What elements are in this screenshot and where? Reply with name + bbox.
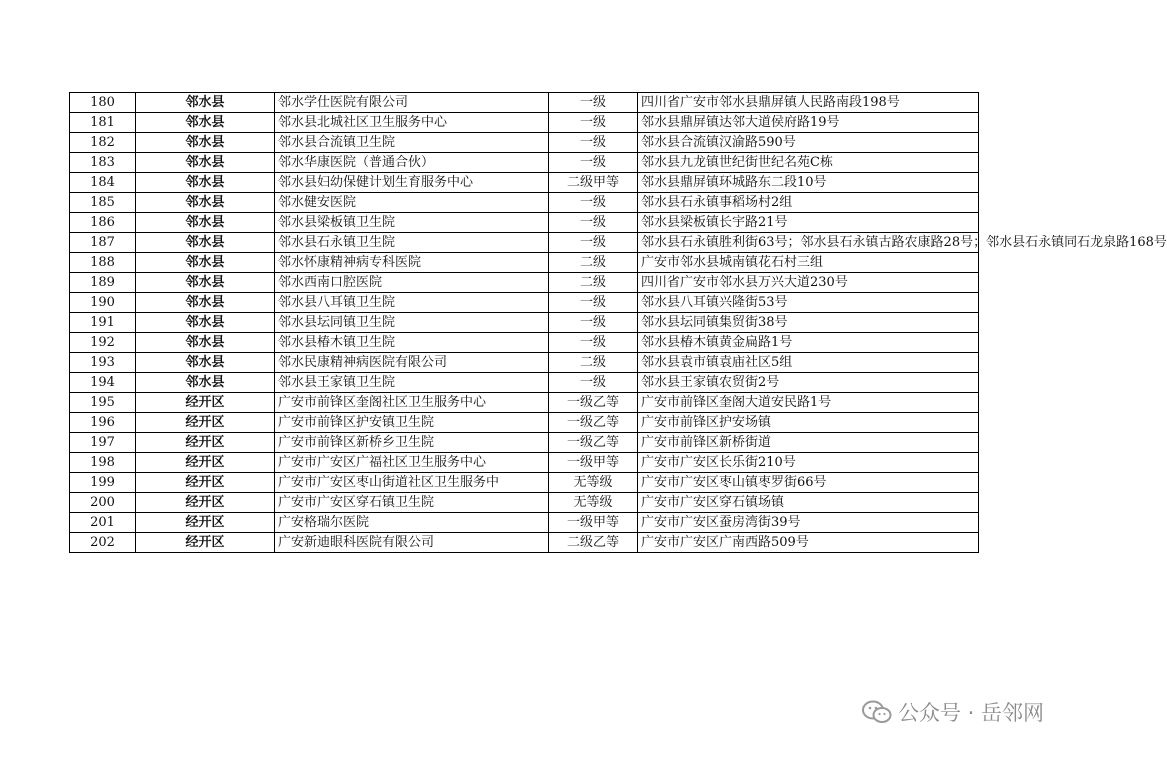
county-cell: 邻水县	[136, 273, 275, 293]
address-cell: 邻水县袁市镇袁庙社区5组	[638, 353, 979, 373]
table-row	[70, 93, 979, 113]
table-row	[70, 513, 979, 533]
row-number: 198	[70, 453, 136, 473]
county-cell: 邻水县	[136, 233, 275, 253]
county-cell: 经开区	[136, 413, 275, 433]
address-cell: 广安市邻水县城南镇花石村三组	[638, 253, 979, 273]
grade-level-cell: 一级乙等	[549, 413, 638, 433]
county-cell: 邻水县	[136, 113, 275, 133]
row-number: 193	[70, 353, 136, 373]
address-cell: 广安市广安区长乐街210号	[638, 453, 979, 473]
county-cell: 经开区	[136, 473, 275, 493]
table-row	[70, 153, 979, 173]
table-row	[70, 313, 979, 333]
table-row	[70, 173, 979, 193]
county-cell: 邻水县	[136, 193, 275, 213]
address-cell: 广安市前锋区奎阁大道安民路1号	[638, 393, 979, 413]
county-cell: 经开区	[136, 393, 275, 413]
row-number: 182	[70, 133, 136, 153]
county-cell: 邻水县	[136, 93, 275, 113]
row-number: 180	[70, 93, 136, 113]
county-cell: 经开区	[136, 493, 275, 513]
grade-level-cell: 二级	[549, 353, 638, 373]
grade-level-cell: 一级	[549, 93, 638, 113]
table-row	[70, 293, 979, 313]
row-number: 192	[70, 333, 136, 353]
row-number: 190	[70, 293, 136, 313]
institution-name-cell: 广安市广安区穿石镇卫生院	[275, 493, 549, 513]
table-row	[70, 373, 979, 393]
row-number: 200	[70, 493, 136, 513]
grade-level-cell: 二级甲等	[549, 173, 638, 193]
grade-level-cell: 二级	[549, 253, 638, 273]
county-cell: 经开区	[136, 533, 275, 553]
grade-level-cell: 一级	[549, 113, 638, 133]
institution-name-cell: 广安新迪眼科医院有限公司	[275, 533, 549, 553]
row-number: 187	[70, 233, 136, 253]
grade-level-cell: 一级	[549, 373, 638, 393]
table-row	[70, 353, 979, 373]
row-number: 196	[70, 413, 136, 433]
grade-level-cell: 一级	[549, 293, 638, 313]
grade-level-cell: 无等级	[549, 473, 638, 493]
row-number: 194	[70, 373, 136, 393]
watermark	[862, 697, 1044, 727]
institution-name-cell: 邻水县坛同镇卫生院	[275, 313, 549, 333]
grade-level-cell: 一级	[549, 333, 638, 353]
table-row	[70, 493, 979, 513]
table-body	[70, 93, 1167, 553]
address-cell: 四川省广安市邻水县万兴大道230号	[638, 273, 979, 293]
address-cell: 邻水县石永镇事稻场村2组	[638, 193, 979, 213]
grade-level-cell: 一级	[549, 213, 638, 233]
address-cell: 广安市广安区枣山镇枣罗街66号	[638, 473, 979, 493]
row-number: 181	[70, 113, 136, 133]
institution-name-cell: 邻水县妇幼保健计划生育服务中心	[275, 173, 549, 193]
grade-level-cell: 一级	[549, 193, 638, 213]
county-cell: 邻水县	[136, 133, 275, 153]
row-number: 197	[70, 433, 136, 453]
institution-name-cell: 邻水县北城社区卫生服务中心	[275, 113, 549, 133]
institution-name-cell: 广安市前锋区新桥乡卫生院	[275, 433, 549, 453]
address-cell: 邻水县鼎屏镇达邻大道侯府路19号	[638, 113, 979, 133]
address-cell: 邻水县椿木镇黄金扁路1号	[638, 333, 979, 353]
institution-name-cell: 邻水县八耳镇卫生院	[275, 293, 549, 313]
institution-name-cell: 广安市前锋区奎阁社区卫生服务中心	[275, 393, 549, 413]
address-cell: 四川省广安市邻水县鼎屏镇人民路南段198号	[638, 93, 979, 113]
institution-name-cell: 广安格瑞尔医院	[275, 513, 549, 533]
row-number: 191	[70, 313, 136, 333]
table-row	[70, 213, 979, 233]
county-cell: 经开区	[136, 453, 275, 473]
row-number: 188	[70, 253, 136, 273]
grade-level-cell: 二级乙等	[549, 533, 638, 553]
institution-name-cell: 邻水西南口腔医院	[275, 273, 549, 293]
county-cell: 邻水县	[136, 373, 275, 393]
county-cell: 邻水县	[136, 153, 275, 173]
address-cell: 广安市广安区蚕房湾街39号	[638, 513, 979, 533]
row-number: 183	[70, 153, 136, 173]
hospital-table	[69, 92, 1167, 553]
address-cell: 广安市前锋区新桥街道	[638, 433, 979, 453]
grade-level-cell: 一级	[549, 233, 638, 253]
address-cell: 邻水县鼎屏镇环城路东二段10号	[638, 173, 979, 193]
row-number: 189	[70, 273, 136, 293]
address-cell: 广安市广安区广南西路509号	[638, 533, 979, 553]
table-row	[70, 393, 979, 413]
grade-level-cell: 一级乙等	[549, 433, 638, 453]
institution-name-cell: 邻水县梁板镇卫生院	[275, 213, 549, 233]
row-number: 202	[70, 533, 136, 553]
row-number: 199	[70, 473, 136, 493]
institution-name-cell: 邻水民康精神病医院有限公司	[275, 353, 549, 373]
address-cell: 广安市前锋区护安场镇	[638, 413, 979, 433]
row-number: 195	[70, 393, 136, 413]
county-cell: 邻水县	[136, 253, 275, 273]
county-cell: 经开区	[136, 433, 275, 453]
grade-level-cell: 二级	[549, 273, 638, 293]
wechat-icon	[862, 699, 892, 725]
institution-name-cell: 广安市广安区广福社区卫生服务中心	[275, 453, 549, 473]
row-number: 184	[70, 173, 136, 193]
institution-name-cell: 广安市广安区枣山街道社区卫生服务中	[275, 473, 549, 493]
institution-name-cell: 邻水县王家镇卫生院	[275, 373, 549, 393]
address-cell: 邻水县梁板镇长宇路21号	[638, 213, 979, 233]
grade-level-cell: 一级甲等	[549, 453, 638, 473]
address-cell: 邻水县石永镇胜利街63号；邻水县石永镇古路农康路28号；邻水县石永镇同石龙泉路168号	[638, 233, 979, 253]
table-row	[70, 193, 979, 213]
address-cell: 邻水县九龙镇世纪街世纪名苑C栋	[638, 153, 979, 173]
table-row	[70, 533, 979, 553]
county-cell: 邻水县	[136, 313, 275, 333]
table-row	[70, 333, 979, 353]
table-row	[70, 273, 979, 293]
institution-name-cell: 邻水华康医院（普通合伙）	[275, 153, 549, 173]
row-number: 201	[70, 513, 136, 533]
grade-level-cell: 一级甲等	[549, 513, 638, 533]
table-row	[70, 433, 979, 453]
watermark-text: 公众号 · 岳邻网	[897, 701, 1044, 725]
institution-name-cell: 邻水学仕医院有限公司	[275, 93, 549, 113]
institution-name-cell: 广安市前锋区护安镇卫生院	[275, 413, 549, 433]
table-row	[70, 133, 979, 153]
county-cell: 邻水县	[136, 353, 275, 373]
institution-name-cell: 邻水怀康精神病专科医院	[275, 253, 549, 273]
grade-level-cell: 一级	[549, 313, 638, 333]
grade-level-cell: 一级乙等	[549, 393, 638, 413]
institution-name-cell: 邻水县石永镇卫生院	[275, 233, 549, 253]
institution-name-cell: 邻水县椿木镇卫生院	[275, 333, 549, 353]
county-cell: 邻水县	[136, 213, 275, 233]
row-number: 186	[70, 213, 136, 233]
address-cell: 广安市广安区穿石镇场镇	[638, 493, 979, 513]
table-row	[70, 413, 979, 433]
address-cell: 邻水县合流镇汉渝路590号	[638, 133, 979, 153]
institution-name-cell: 邻水县合流镇卫生院	[275, 133, 549, 153]
county-cell: 邻水县	[136, 293, 275, 313]
table-row	[70, 453, 979, 473]
address-cell: 邻水县王家镇农贸街2号	[638, 373, 979, 393]
table-row	[70, 473, 979, 493]
row-number: 185	[70, 193, 136, 213]
address-cell: 邻水县八耳镇兴隆街53号	[638, 293, 979, 313]
county-cell: 经开区	[136, 513, 275, 533]
table-row	[70, 113, 979, 133]
county-cell: 邻水县	[136, 173, 275, 193]
address-cell: 邻水县坛同镇集贸街38号	[638, 313, 979, 333]
institution-name-cell: 邻水健安医院	[275, 193, 549, 213]
table-row	[70, 253, 979, 273]
grade-level-cell: 一级	[549, 133, 638, 153]
table-row	[70, 233, 979, 253]
grade-level-cell: 一级	[549, 153, 638, 173]
county-cell: 邻水县	[136, 333, 275, 353]
grade-level-cell: 无等级	[549, 493, 638, 513]
